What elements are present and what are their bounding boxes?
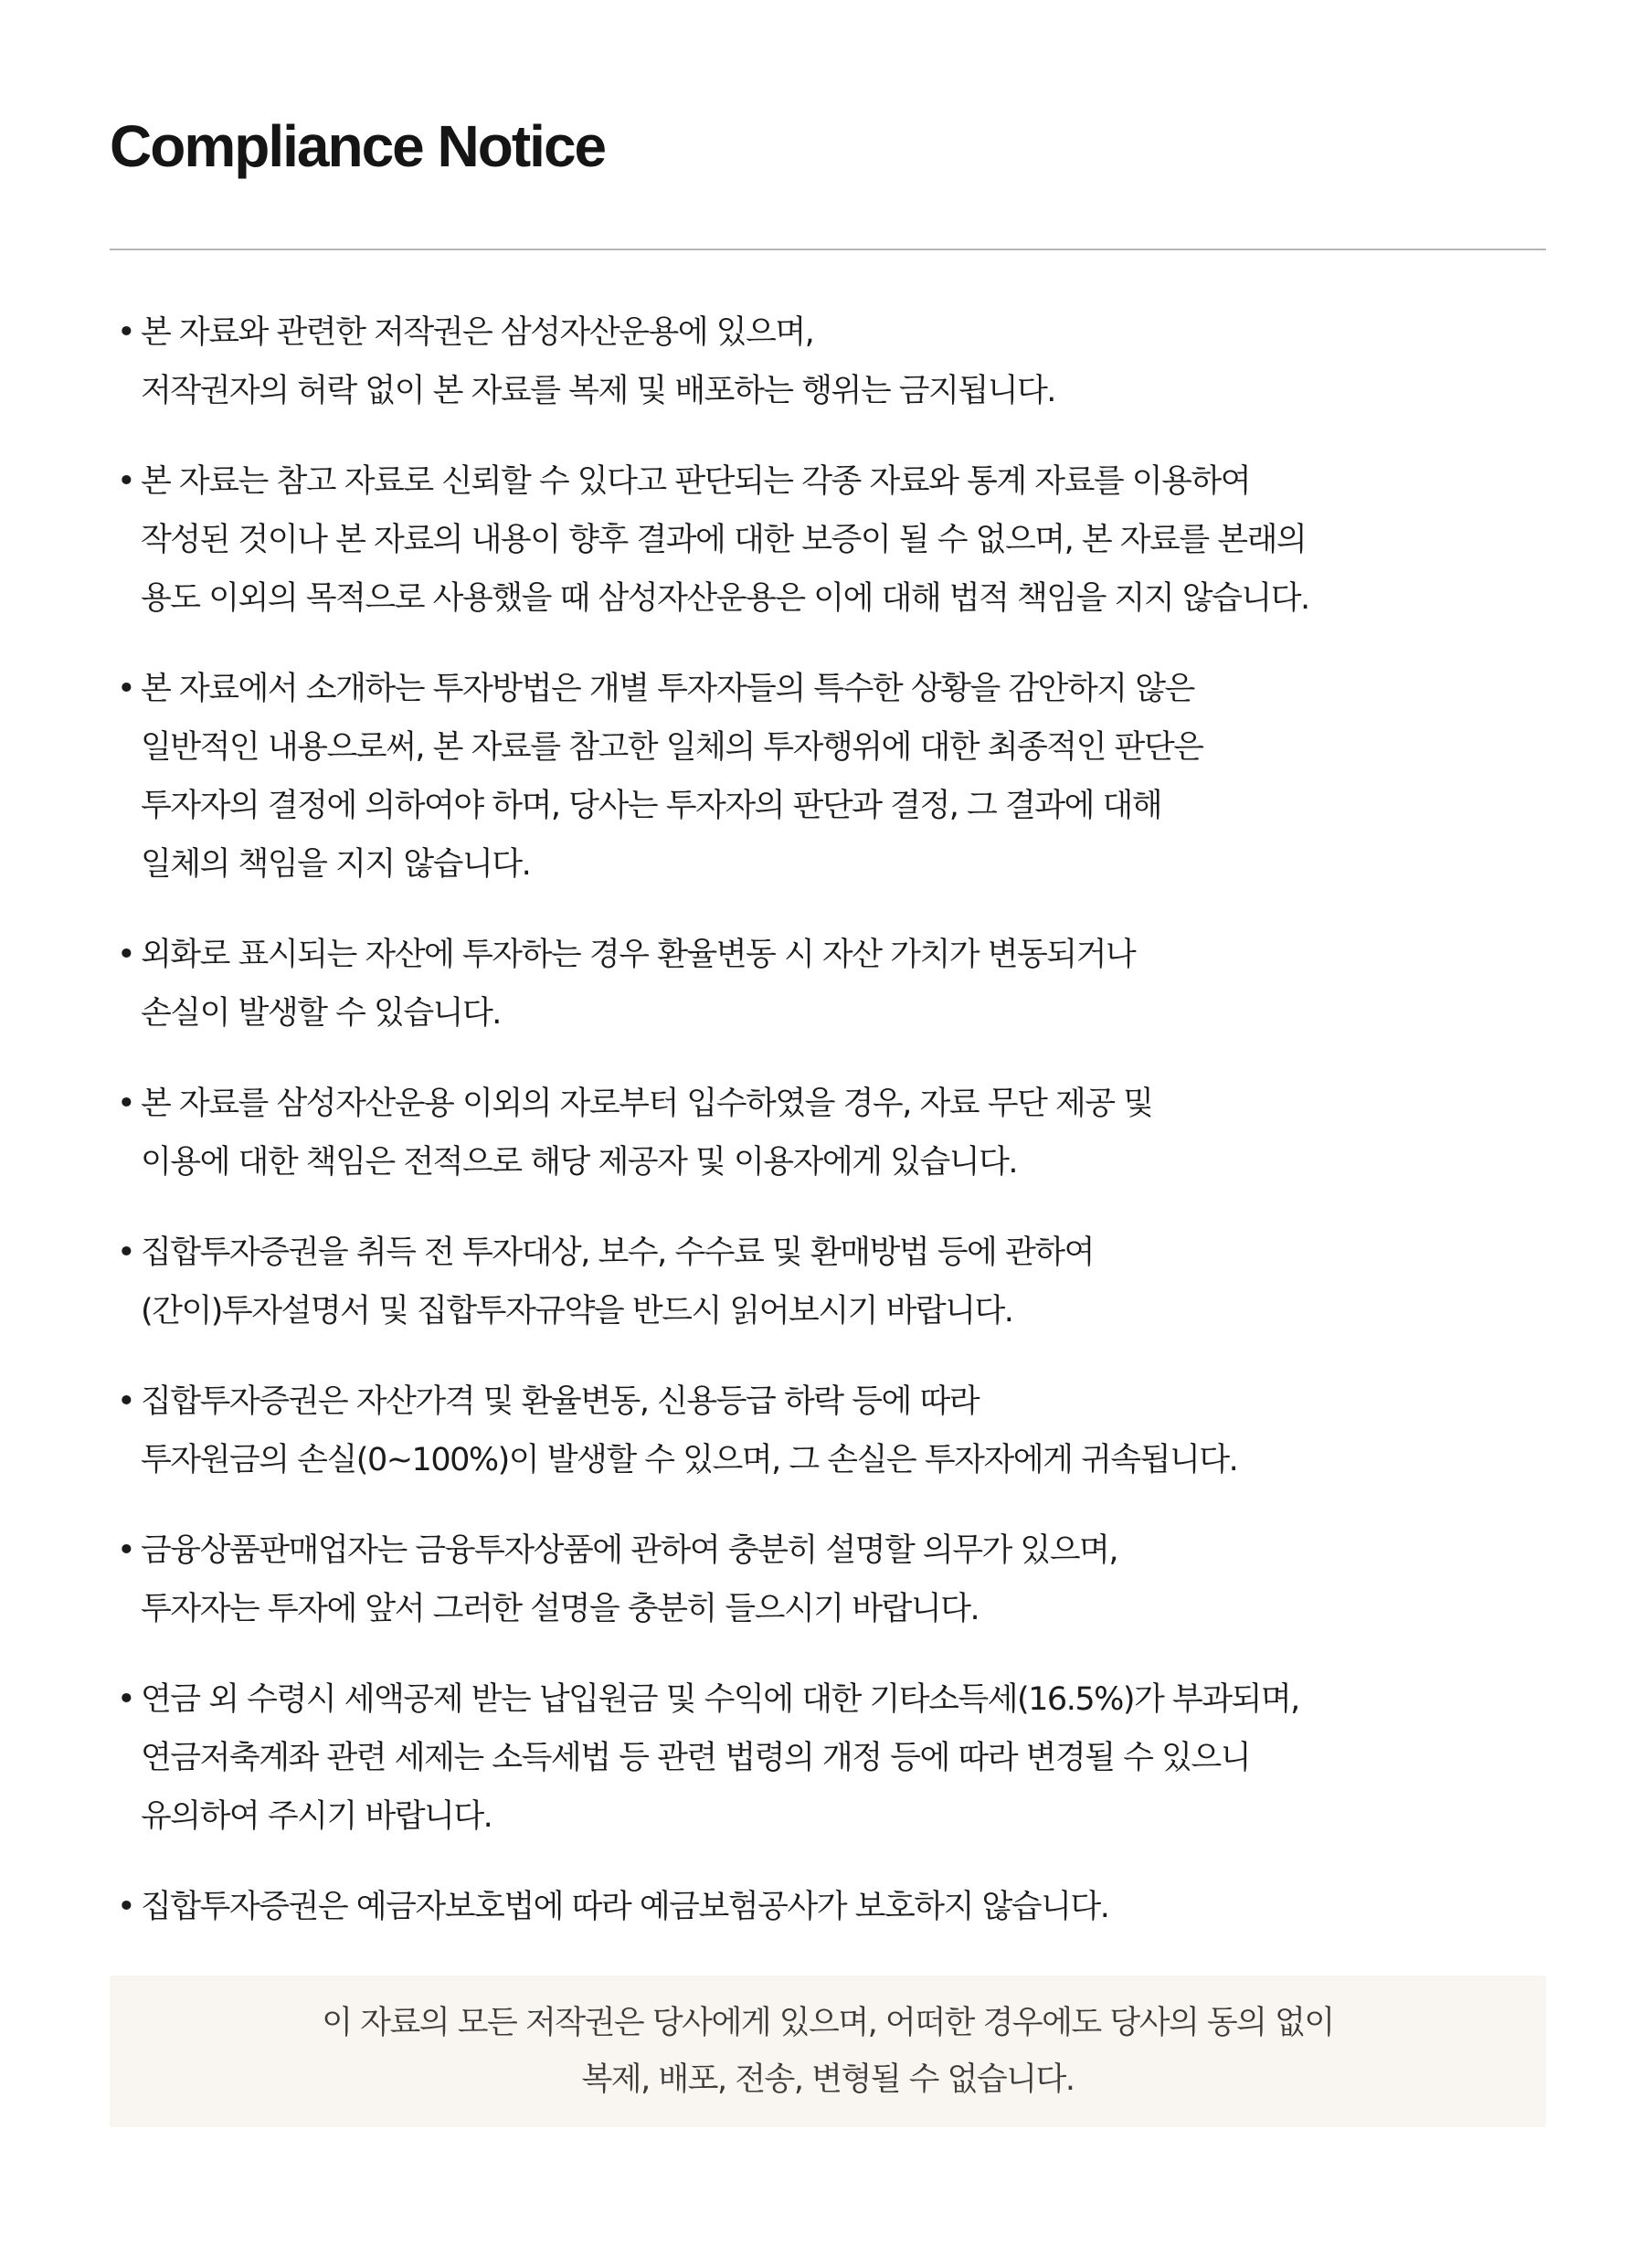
bullet-icon: • — [117, 314, 135, 351]
notice-text-line: 외화로 표시되는 자산에 투자하는 경우 환율변동 시 자산 가치가 변동되거나 — [141, 937, 1136, 973]
notice-text-line: 일반적인 내용으로써, 본 자료를 참고한 일체의 투자행위에 대한 최종적인 판단은 — [141, 729, 1203, 766]
notice-item — [117, 1878, 1542, 1936]
notice-text-line: 유의하여 주시기 바랍니다. — [141, 1798, 492, 1835]
notice-item — [117, 1075, 1542, 1192]
notice-text-line: 이용에 대한 책임은 전적으로 해당 제공자 및 이용자에게 있습니다. — [141, 1144, 1018, 1181]
notice-text-line: 집합투자증권은 예금자보호법에 따라 예금보험공사가 보호하지 않습니다. — [141, 1889, 1109, 1925]
notice-text-line: 일체의 책임을 지지 않습니다. — [141, 846, 531, 883]
bullet-icon: • — [117, 1234, 135, 1271]
notice-text-line: 본 자료에서 소개하는 투자방법은 개별 투자자들의 특수한 상황을 감안하지 않은 — [141, 671, 1194, 707]
notice-text-line: 연금저축계좌 관련 세제는 소득세법 등 관련 법령의 개정 등에 따라 변경될 수 있으니 — [141, 1740, 1251, 1776]
notice-item — [117, 926, 1542, 1043]
notice-text-line: 투자자의 결정에 의하여야 하며, 당사는 투자자의 판단과 결정, 그 결과에 대해 — [141, 788, 1162, 824]
notice-text-line: 금융상품판매업자는 금융투자상품에 관하여 충분히 설명할 의무가 있으며, — [141, 1532, 1117, 1569]
notice-item — [117, 1670, 1542, 1846]
notice-text-line: 손실이 발생할 수 있습니다. — [141, 995, 501, 1032]
notice-item — [117, 1521, 1542, 1638]
copyright-footer-box — [110, 1976, 1546, 2127]
bullet-icon: • — [117, 1383, 135, 1420]
notice-text-line: (간이)투자설명서 및 집합투자규약을 반드시 읽어보시기 바랍니다. — [141, 1293, 1013, 1329]
notice-text-line: 본 자료는 참고 자료로 신뢰할 수 있다고 판단되는 각종 자료와 통계 자료를 이용하여 — [141, 463, 1251, 500]
bullet-icon: • — [117, 463, 135, 500]
title-divider — [110, 249, 1546, 250]
notice-item — [117, 1224, 1542, 1340]
notice-text-line: 본 자료를 삼성자산운용 이외의 자로부터 입수하였을 경우, 자료 무단 제공 및 — [141, 1086, 1153, 1122]
notice-text-line: 작성된 것이나 본 자료의 내용이 향후 결과에 대한 보증이 될 수 없으며, 본 자료를 본래의 — [141, 522, 1307, 558]
notice-list — [117, 303, 1542, 1968]
notice-text-line: 집합투자증권은 자산가격 및 환율변동, 신용등급 하락 등에 따라 — [141, 1383, 980, 1420]
bullet-icon: • — [117, 671, 135, 707]
notice-item — [117, 1372, 1542, 1489]
footer-text-line: 이 자료의 모든 저작권은 당사에게 있으며, 어떠한 경우에도 당사의 동의 없이 — [322, 2005, 1334, 2041]
notice-item — [117, 452, 1542, 628]
notice-text-line: 집합투자증권을 취득 전 투자대상, 보수, 수수료 및 환매방법 등에 관하여 — [141, 1234, 1094, 1271]
bullet-icon: • — [117, 937, 135, 973]
notice-text-line: 저작권자의 허락 없이 본 자료를 복제 및 배포하는 행위는 금지됩니다. — [141, 373, 1055, 409]
bullet-icon: • — [117, 1086, 135, 1122]
notice-text-line: 연금 외 수령시 세액공제 받는 납입원금 및 수익에 대한 기타소득세(16.5%)가 부과되며, — [141, 1681, 1299, 1718]
notice-item — [117, 303, 1542, 420]
bullet-icon: • — [117, 1681, 135, 1718]
notice-text-line: 투자자는 투자에 앞서 그러한 설명을 충분히 들으시기 바랍니다. — [141, 1591, 980, 1627]
bullet-icon: • — [117, 1889, 135, 1925]
notice-text-line: 투자원금의 손실(0~100%)이 발생할 수 있으며, 그 손실은 투자자에게 귀속됩니다. — [141, 1442, 1238, 1478]
footer-text-line: 복제, 배포, 전송, 변형될 수 없습니다. — [581, 2061, 1075, 2098]
notice-text-line: 용도 이외의 목적으로 사용했을 때 삼성자산운용은 이에 대해 법적 책임을 지지 않습니다. — [141, 580, 1309, 617]
notice-text-line: 본 자료와 관련한 저작권은 삼성자산운용에 있으며, — [141, 314, 814, 351]
page-title: Compliance Notice — [110, 113, 606, 179]
bullet-icon: • — [117, 1532, 135, 1569]
notice-item — [117, 660, 1542, 894]
